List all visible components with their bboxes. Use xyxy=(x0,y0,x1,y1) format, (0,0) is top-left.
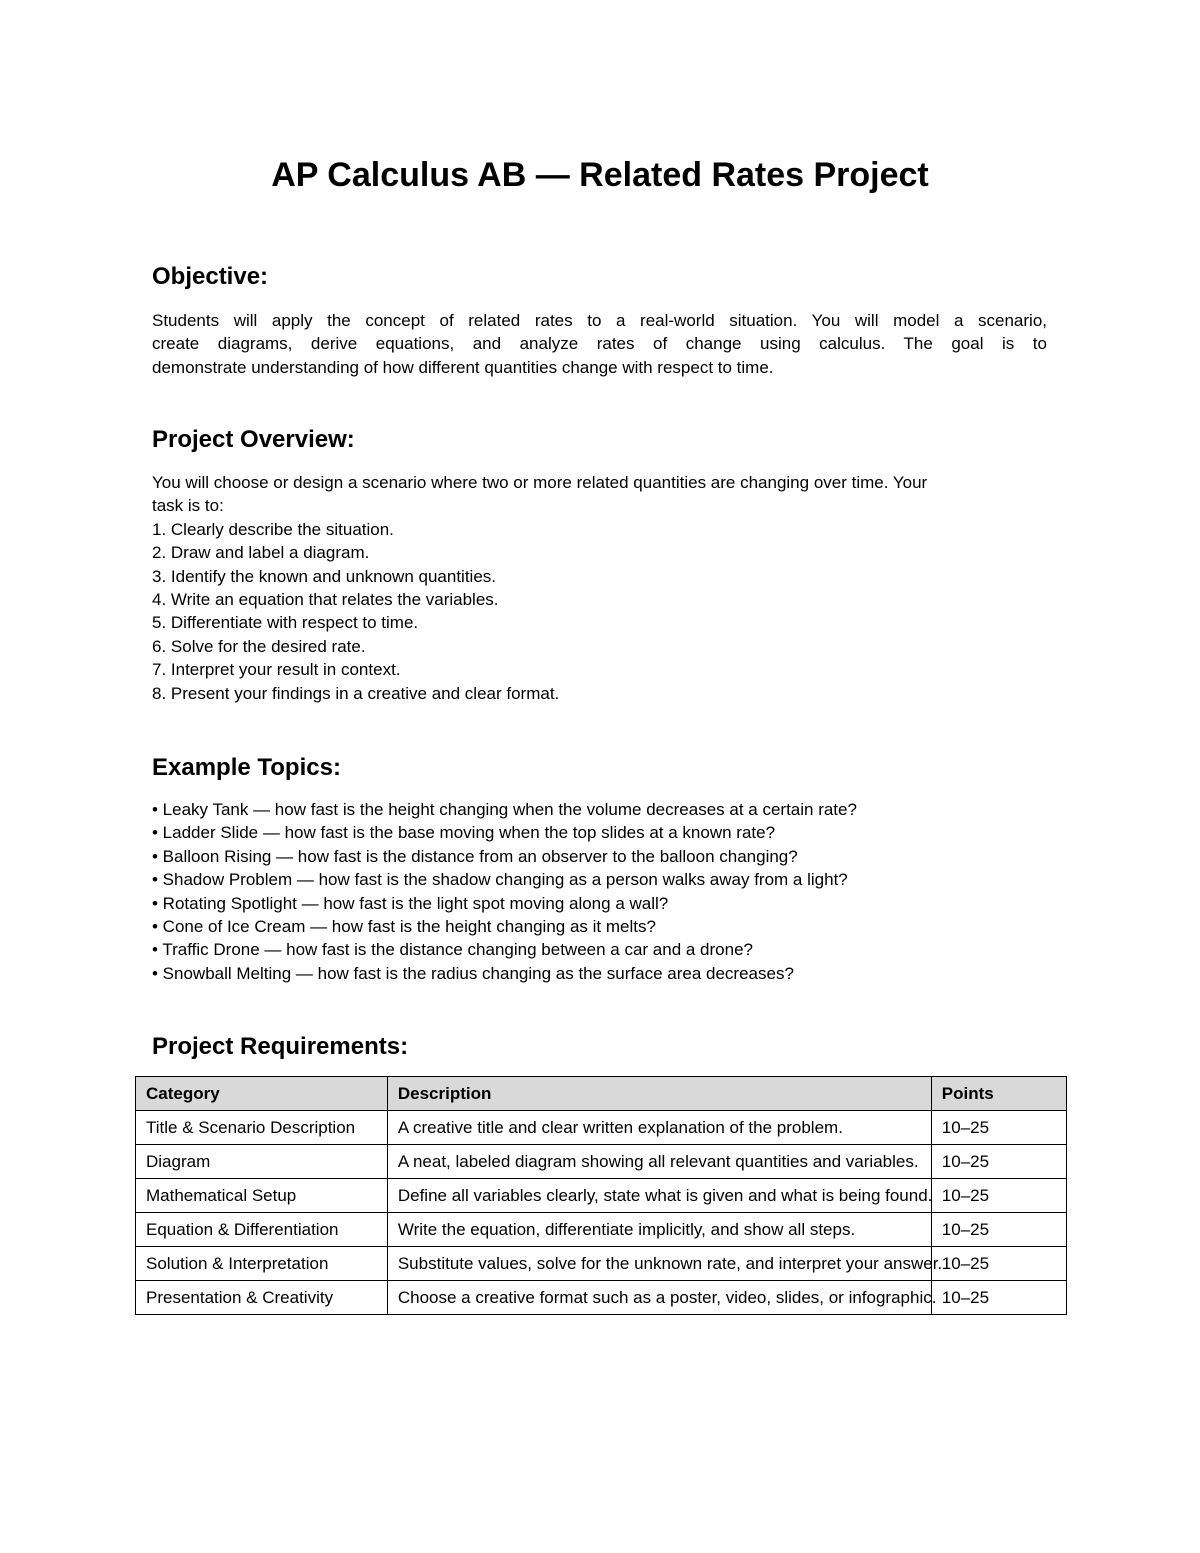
category-cell: Mathematical Setup xyxy=(136,1179,388,1213)
topic-item: • Ladder Slide — how fast is the base moving when the top slides at a known rate? xyxy=(152,823,776,843)
description-cell: Write the equation, differentiate implicitly, and show all steps. xyxy=(387,1213,931,1247)
overview-paragraph xyxy=(152,471,1047,705)
objective-line: create diagrams, derive equations, and analyze rates of change using calculus. The goal is to xyxy=(152,334,1047,354)
description-cell: Choose a creative format such as a poster, video, slides, or infographic. xyxy=(387,1281,931,1315)
table-row xyxy=(136,1179,1067,1213)
overview-step: 2. Draw and label a diagram. xyxy=(152,543,370,563)
objective-line: Students will apply the concept of related rates to a real-world situation. You will model a scenario, xyxy=(152,311,1047,330)
column-header-category: Category xyxy=(136,1077,388,1111)
overview-intro-line: task is to: xyxy=(152,496,224,516)
points-cell: 10–25 xyxy=(931,1111,1066,1145)
points-cell: 10–25 xyxy=(931,1145,1066,1179)
overview-step: 3. Identify the known and unknown quantities. xyxy=(152,566,497,586)
description-cell: A creative title and clear written explanation of the problem. xyxy=(387,1111,931,1145)
objective-line: demonstrate understanding of how different quantities change with respect to time. xyxy=(152,357,774,377)
topic-item: • Leaky Tank — how fast is the height changing when the volume decreases at a certain rate? xyxy=(152,800,857,819)
category-cell: Title & Scenario Description xyxy=(136,1111,388,1145)
requirements-table xyxy=(135,1076,1067,1315)
topic-item: • Rotating Spotlight — how fast is the light spot moving along a wall? xyxy=(152,893,669,913)
topic-item: • Snowball Melting — how fast is the radius changing as the surface area decreases? xyxy=(152,963,794,983)
category-cell: Presentation & Creativity xyxy=(136,1281,388,1315)
objective-heading: Objective: xyxy=(152,263,269,290)
points-cell: 10–25 xyxy=(931,1213,1066,1247)
overview-step: 4. Write an equation that relates the variables. xyxy=(152,590,499,610)
category-cell: Solution & Interpretation xyxy=(136,1247,388,1281)
topic-item: • Cone of Ice Cream — how fast is the height changing as it melts? xyxy=(152,917,656,937)
category-cell: Equation & Differentiation xyxy=(136,1213,388,1247)
table-header-row xyxy=(136,1077,1067,1111)
table-row xyxy=(136,1213,1067,1247)
category-cell: Diagram xyxy=(136,1145,388,1179)
topic-item: • Traffic Drone — how fast is the distance changing between a car and a drone? xyxy=(152,940,753,960)
overview-step: 1. Clearly describe the situation. xyxy=(152,519,394,539)
points-cell: 10–25 xyxy=(931,1281,1066,1315)
topics-heading: Example Topics: xyxy=(152,754,341,781)
topic-item: • Shadow Problem — how fast is the shadow changing as a person walks away from a light? xyxy=(152,870,848,890)
table-row xyxy=(136,1247,1067,1281)
overview-step: 7. Interpret your result in context. xyxy=(152,660,401,680)
objective-paragraph xyxy=(152,309,1047,379)
overview-intro-line: You will choose or design a scenario where two or more related quantities are changing over time. Your xyxy=(152,473,928,492)
requirements-heading: Project Requirements: xyxy=(152,1033,409,1060)
description-cell: A neat, labeled diagram showing all relevant quantities and variables. xyxy=(387,1145,931,1179)
description-cell: Substitute values, solve for the unknown rate, and interpret your answer. xyxy=(387,1247,931,1281)
topics-list xyxy=(152,798,1047,985)
points-cell: 10–25 xyxy=(931,1179,1066,1213)
points-cell: 10–25 xyxy=(931,1247,1066,1281)
column-header-description: Description xyxy=(387,1077,931,1111)
table-row xyxy=(136,1145,1067,1179)
overview-step: 6. Solve for the desired rate. xyxy=(152,636,366,656)
table-row xyxy=(136,1111,1067,1145)
overview-step: 5. Differentiate with respect to time. xyxy=(152,613,419,633)
table-row xyxy=(136,1281,1067,1315)
document-title: AP Calculus AB — Related Rates Project xyxy=(271,156,929,194)
topic-item: • Balloon Rising — how fast is the distance from an observer to the balloon changing? xyxy=(152,846,798,866)
column-header-points: Points xyxy=(931,1077,1066,1111)
description-cell: Define all variables clearly, state what is given and what is being found. xyxy=(387,1179,931,1213)
overview-heading: Project Overview: xyxy=(152,426,355,453)
overview-step: 8. Present your findings in a creative and clear format. xyxy=(152,683,560,703)
